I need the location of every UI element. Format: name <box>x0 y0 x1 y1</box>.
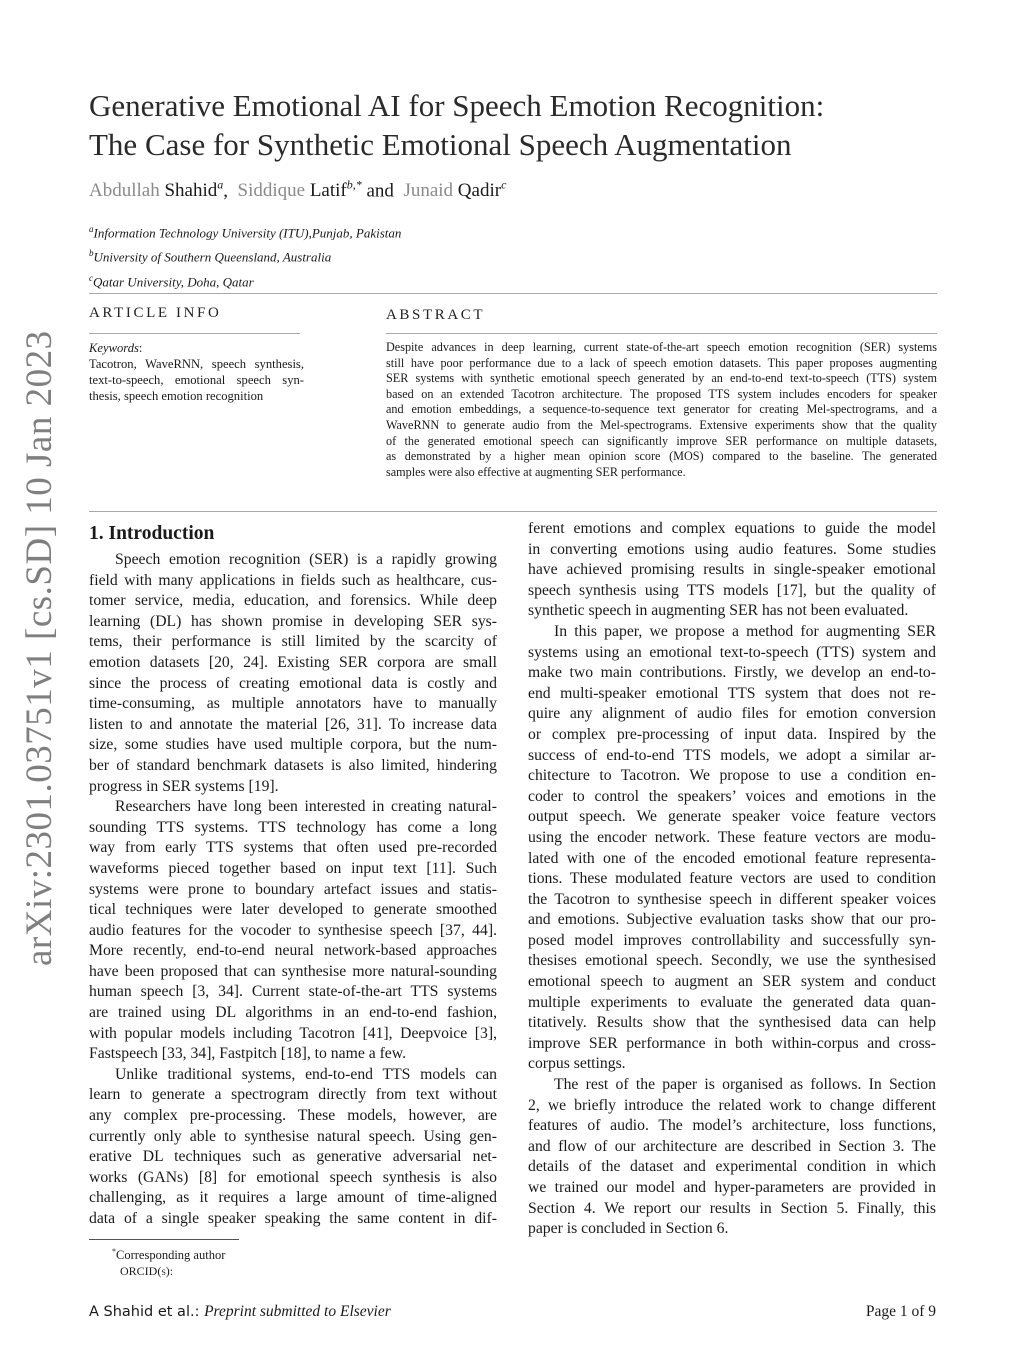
body-text-line: systems were prone to boundary artefact issues and statis- <box>89 880 497 898</box>
body-text-line: ber of standard benchmark datasets is also limited, hindering <box>89 756 497 774</box>
body-text-line: Fastspeech [33, 34], Fastpitch [18], to name a few. <box>89 1045 407 1063</box>
abstract-line: and emotion embeddings, a sequence-to-sequence text generator for creating Mel-spectrograms, and a <box>386 402 937 417</box>
body-text-line: end multi-speaker emotional TTS system that does not re- <box>528 684 936 702</box>
keywords-line: thesis, speech emotion recognition <box>89 389 264 403</box>
body-text-line: since the process of creating emotional data is costly and <box>89 674 497 692</box>
abstract-heading: ABSTRACT <box>386 307 486 323</box>
body-text-line: have achieved promising results in single-speaker emotional <box>528 561 936 579</box>
title-line-1: Generative Emotional AI for Speech Emotion Recognition: <box>89 88 825 123</box>
body-text-line: currently only able to synthesise natural speech. Using gen- <box>89 1127 497 1145</box>
article-info-rule <box>89 333 300 334</box>
body-text-line: lated with one of the encoded emotional feature representa- <box>528 849 936 867</box>
page-number: Page 1 of 9 <box>865 1303 936 1320</box>
body-text-line: waveforms pieced together based on input text [11]. Such <box>89 859 497 877</box>
body-text-line: challenging, as it requires a large amount of time-aligned <box>89 1189 497 1207</box>
running-footer <box>89 1303 391 1321</box>
article-info-heading: ARTICLE INFO <box>89 305 222 321</box>
body-text-line: progress in SER systems [19]. <box>89 777 279 795</box>
body-text-line: using the encoder network. These feature vectors are modu- <box>528 828 936 846</box>
body-text-line: and flow of our architecture are described in Section 3. The <box>528 1137 936 1155</box>
abstract-line: as demonstrated by a higher mean opinion score (MOS) compared to the baseline. The generated <box>386 449 937 464</box>
body-text-line: in converting emotions using audio features. Some studies <box>528 540 936 558</box>
arxiv-identifier-stamp: arXiv:2301.03751v1 [cs.SD] 10 Jan 2023 <box>19 330 60 966</box>
body-text-line: and emotions. Subjective evaluation tasks show that our pro- <box>528 911 936 929</box>
body-text-line: In this paper, we propose a method for augmenting SER <box>554 622 936 640</box>
footnote <box>112 1244 225 1279</box>
authors-connector: and <box>366 180 394 202</box>
body-text-line: titatively. Results show that the synthesised data can help <box>528 1014 936 1032</box>
keywords-label: Keywords <box>89 341 139 355</box>
body-text-line: improve SER performance in both within-corpus and cross- <box>528 1034 936 1052</box>
body-text-line: make two main contributions. Firstly, we develop an end-to- <box>528 664 936 682</box>
body-text-line: More recently, end-to-end neural network-based approaches <box>89 942 497 960</box>
body-text-line: systems using an emotional text-to-speech (TTS) system and <box>528 643 936 661</box>
abstract-line: of the generated emotional speech can significantly improve SER performance on multiple datasets, <box>386 433 937 448</box>
author-list: Abdullah Shahid$^a$, Siddique Latif$^{b,*}$ and Junaid Qadir$^c$ <box>89 178 507 202</box>
affiliation-a: $^a$Information Technology University (ITU),Punjab, Pakistan <box>89 224 402 241</box>
body-text-line: have been proposed that can synthesise more natural-sounding <box>89 962 497 980</box>
title-line-2: The Case for Synthetic Emotional Speech Augmentation <box>89 127 792 162</box>
abstract-body <box>386 340 937 480</box>
footer-authors: A Shahid et al.: <box>89 1304 200 1320</box>
left-column <box>89 522 497 1230</box>
body-text-line: sounding TTS systems. TTS technology has come a long <box>89 818 497 836</box>
body-text-line: audio features for the vocoder to synthesise speech [37, 44]. <box>89 921 497 939</box>
body-text-line: or complex pre-processing of input data. Inspired by the <box>528 725 936 743</box>
footnote-rule <box>89 1239 239 1240</box>
body-text-line: coder to control the speakers’ voices and emotions in the <box>528 787 936 805</box>
affiliation-c: $^c$Qatar University, Doha, Qatar <box>89 272 254 289</box>
paper-title <box>89 86 949 164</box>
body-text-line: tems, their performance is still limited by the scarcity of <box>89 633 497 651</box>
body-text-line: way from early TTS systems that often used pre-recorded <box>89 839 497 857</box>
body-text-line: quire any alignment of audio files for emotion conversion <box>528 705 936 723</box>
body-text-line: 2, we briefly introduce the related work to change different <box>528 1096 936 1114</box>
abstract-line: samples were also effective at augmenting SER performance. <box>386 464 686 479</box>
body-text-line: data of a single speaker speaking the same content in dif- <box>89 1210 497 1227</box>
abstract-rule <box>386 333 937 334</box>
keywords-block: Keywords: Tacotron, WaveRNN, speech synthesis, text-to-speech, emotional speech syn- thesis, speech emotion recognition <box>89 341 304 403</box>
body-text-line: works (GANs) [8] for emotional speech synthesis is also <box>89 1168 497 1186</box>
body-text-line: size, some studies have used multiple corpora, but the num- <box>89 736 497 754</box>
body-text-line: the Tacotron to synthesise speech in different speaker voices <box>528 890 936 908</box>
body-text-line: Speech emotion recognition (SER) is a rapidly growing <box>115 551 497 568</box>
body-text-line: synthetic speech in augmenting SER has not been evaluated. <box>528 602 909 620</box>
body-text-line: Section 4. We report our results in Section 5. Finally, this <box>528 1199 936 1217</box>
body-text-line: emotional speech to augment an SER system and conduct <box>528 973 936 991</box>
body-text-line: time-consuming, as multiple annotators have to manually <box>89 695 497 713</box>
body-text-line: output speech. We generate speaker voice feature vectors <box>528 808 936 826</box>
abstract-line: still have poor performance due to a lack of speech emotion datasets. This paper proposes augmenting <box>386 355 937 370</box>
keywords-line: text-to-speech, emotional speech syn- <box>89 373 304 387</box>
footer-status: Preprint submitted to Elsevier <box>204 1303 391 1320</box>
keywords-line: Tacotron, WaveRNN, speech synthesis, <box>89 357 304 371</box>
body-text-line: The rest of the paper is organised as follows. In Section <box>554 1076 936 1094</box>
body-text-line: we trained our model and hyper-parameters are provided in <box>528 1179 936 1196</box>
abstract-line: based on an extended Tacotron architecture. The proposed TTS system includes encoders for speaker <box>386 386 937 401</box>
body-text-line: thesises emotional speech. Secondly, we use the synthesised <box>528 952 936 970</box>
body-text-line: tions. These modulated feature vectors are used to condition <box>528 870 936 888</box>
author-1: Abdullah Shahid$^a$ <box>89 178 224 202</box>
body-text-line: speech synthesis using TTS models [17], but the quality of <box>528 581 936 599</box>
abstract-line: Despite advances in deep learning, current state-of-the-art speech emotion recognition (SER) systems <box>386 340 937 354</box>
body-text-line: corpus settings. <box>528 1055 626 1073</box>
body-text-line: are trained using DL algorithms in an end-to-end fashion, <box>89 1004 497 1022</box>
body-text-line: success of end-to-end TTS models, we adopt a similar ar- <box>528 746 936 764</box>
abstract-line: SER systems with synthetic emotional speech generated by an end-to-end text-to-speech (TTS) system <box>386 371 937 386</box>
orcid-note: ORCID(s): <box>120 1264 174 1279</box>
author-3: Junaid Qadir$^c$ <box>403 178 507 202</box>
author-2: Siddique Latif$^{b,*}$ <box>237 178 362 202</box>
body-text-line: with popular models including Tacotron [41], Deepvoice [3], <box>89 1024 497 1042</box>
body-text-line: tical techniques were later developed to generate smoothed <box>89 901 497 919</box>
abstract-divider <box>89 511 937 512</box>
body-text-line: tomer service, media, education, and forensics. While deep <box>89 592 497 610</box>
body-text-line: multiple experiments to evaluate the generated data quan- <box>528 993 936 1011</box>
body-text-line: learning (DL) has shown promise in developing SER sys- <box>89 612 497 630</box>
section-heading-introduction: 1. Introduction <box>89 523 215 544</box>
header-divider <box>89 293 937 294</box>
right-column <box>528 519 936 1240</box>
body-text-line: emotion datasets [20, 24]. Existing SER corpora are small <box>89 653 497 671</box>
body-text-line: Researchers have long been interested in creating natural- <box>115 798 497 816</box>
abstract-line: WaveRNN to generate audio from the Mel-spectrograms. Extensive experiments show that the quality <box>386 417 937 432</box>
body-text-line: Unlike traditional systems, end-to-end TTS models can <box>115 1065 497 1083</box>
body-text-line: ferent emotions and complex equations to guide the model <box>528 520 936 537</box>
corresponding-author-note: *Corresponding author <box>112 1247 226 1263</box>
body-text-line: any complex pre-processing. These models, however, are <box>89 1107 497 1125</box>
body-text-line: human speech [3, 34]. Current state-of-the-art TTS systems <box>89 983 497 1001</box>
body-text-line: paper is concluded in Section 6. <box>528 1220 729 1238</box>
body-text-line: chitecture to Tacotron. We propose to use a condition en- <box>528 767 936 785</box>
affiliations <box>89 219 401 292</box>
body-text-line: erative DL techniques such as generative adversarial net- <box>89 1148 497 1166</box>
body-text-line: features of audio. The model’s architecture, loss functions, <box>528 1117 936 1135</box>
body-text-line: listen to and annotate the material [26, 31]. To increase data <box>89 715 497 733</box>
affiliation-b: $^b$University of Southern Queensland, Australia <box>89 248 332 265</box>
body-text-line: field with many applications in fields such as healthcare, cus- <box>89 571 497 589</box>
body-text-line: details of the dataset and experimental condition in which <box>528 1158 936 1176</box>
body-text-line: learn to generate a spectrogram directly from text without <box>89 1086 497 1104</box>
body-text-line: posed model improves controllability and successfully syn- <box>528 931 936 949</box>
